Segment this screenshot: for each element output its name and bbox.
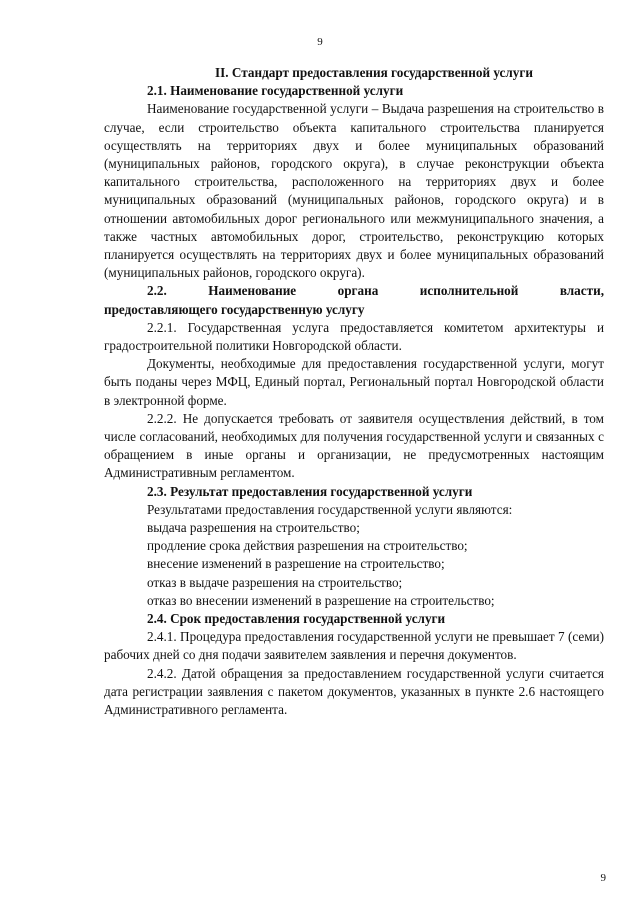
paragraph-2-2-2: 2.2.2. Не допускается требовать от заявителя осуществления действий, в том числе согласований, необходимых для получения государственной услуги и связанных с обращением в иные органы и организации, не предусмотренных настоящим Административным регламентом. [104,410,604,481]
paragraph-2-1: Наименование государственной услуги – Выдача разрешения на строительство в случае, если строительство объекта капитального строительства планируется осуществлять на территориях двух и более муниципальных образований (муниципальных районов, городского округа), в случае реконструкции объекта капитального строительства, расположенного на территориях двух и более муниципальных образований (муниципальных районов, городского округа) и в отношении автомобильных дорог регионального или межмуниципального значения, а также частных автомобильных дорог, строительство, реконструкцию которых планируется осуществлять на территориях двух и более муниципальных образований (муниципальных районов, городского округа). [104,101,604,281]
paragraph-2-4-2: 2.4.2. Датой обращения за предоставлением государственной услуги считается дата регистрации заявления с пакетом документов, указанных в пункте 2.6 настоящего Административного регламента. [104,665,604,718]
heading-2-1: 2.1. Наименование государственной услуги [147,83,404,99]
heading-2-4: 2.4. Срок предоставления государственной услуги [147,611,446,627]
page-number-bottom: 9 [600,872,606,884]
heading-2-3: 2.3. Результат предоставления государственной услуги [147,483,473,499]
document-body [104,64,604,719]
result-item: внесение изменений в разрешение на строительство; [147,556,445,572]
result-item: отказ в выдаче разрешения на строительство; [147,574,403,590]
heading-2-2-line1-wrap [104,282,604,300]
result-item: выдача разрешения на строительство; [147,520,360,536]
paragraph-2-4-1: 2.4.1. Процедура предоставления государственной услуги не превышает 7 (семи) рабочих дней со дня подачи заявителем заявления и перечня документов. [104,629,604,663]
section-title: II. Стандарт предоставления государственной услуги [215,65,533,80]
paragraph-2-2-documents: Документы, необходимые для предоставления государственной услуги, могут быть поданы через МФЦ, Единый портал, Региональный портал Новгородской области в электронной форме. [104,356,604,408]
result-item: отказ во внесении изменений в разрешение на строительство; [147,592,495,608]
paragraph-2-3-intro: Результатами предоставления государственной услуги являются: [147,501,513,517]
result-item: продление срока действия разрешения на строительство; [147,538,468,554]
paragraph-2-2-1: 2.2.1. Государственная услуга предоставляется комитетом архитектуры и градостроительной политики Новгородской области. [104,319,604,354]
heading-2-2-line2: предоставляющего государственную услугу [104,301,365,317]
heading-2-2-line1: 2.2. Наименование органа исполнительной власти, [147,283,604,299]
page-number-top: 9 [317,36,323,48]
